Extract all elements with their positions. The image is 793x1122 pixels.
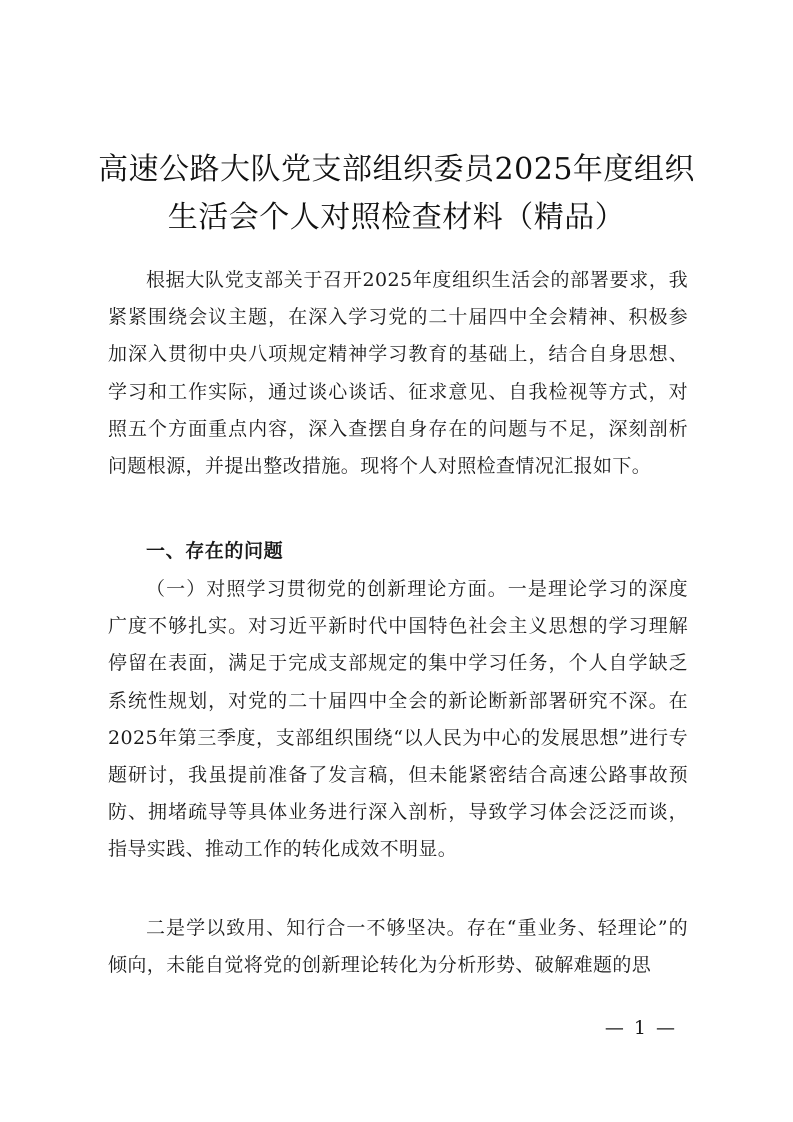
document-title-line-2: 生活会个人对照检查材料（精品）	[167, 200, 626, 235]
page-number: — 1 —	[604, 1017, 677, 1039]
intro-paragraph: 根据大队党支部关于召开2025年度组织生活会的部署要求，我紧紧围绕会议主题，在深入学习党的二十届四中全会精神、积极参加深入贯彻中央八项规定精神学习教育的基础上，结合自身思想、学习和工作实际，通过谈心谈话、征求意见、自我检视等方式，对照五个方面重点内容，深入查摆自身存在的问题与不足，深刻剖析问题根源，并提出整改措施。现将个人对照检查情况汇报如下。	[108, 269, 688, 478]
document-title-line-1: 高速公路大队党支部组织委员2025年度组织	[98, 152, 695, 187]
section-heading: 一、存在的问题	[146, 540, 284, 562]
body-paragraph-1: （一）对照学习贯彻党的创新理论方面。一是理论学习的深度广度不够扎实。对习近平新时代中国特色社会主义思想的学习理解停留在表面，满足于完成支部规定的集中学习任务，个人自学缺乏系统性规划，对党的二十届四中全会的新论断新部署研究不深。在2025年第三季度，支部组织围绕“以人民为中心的发展思想”进行专题研讨，我虽提前准备了发言稿，但未能紧密结合高速公路事故预防、拥堵疏导等具体业务进行深入剖析，导致学习体会泛泛而谈，指导实践、推动工作的转化成效不明显。	[108, 578, 688, 861]
body-paragraph-2: 二是学以致用、知行合一不够坚决。存在“重业务、轻理论”的倾向，未能自觉将党的创新理论转化为分析形势、破解难题的思	[108, 917, 688, 977]
